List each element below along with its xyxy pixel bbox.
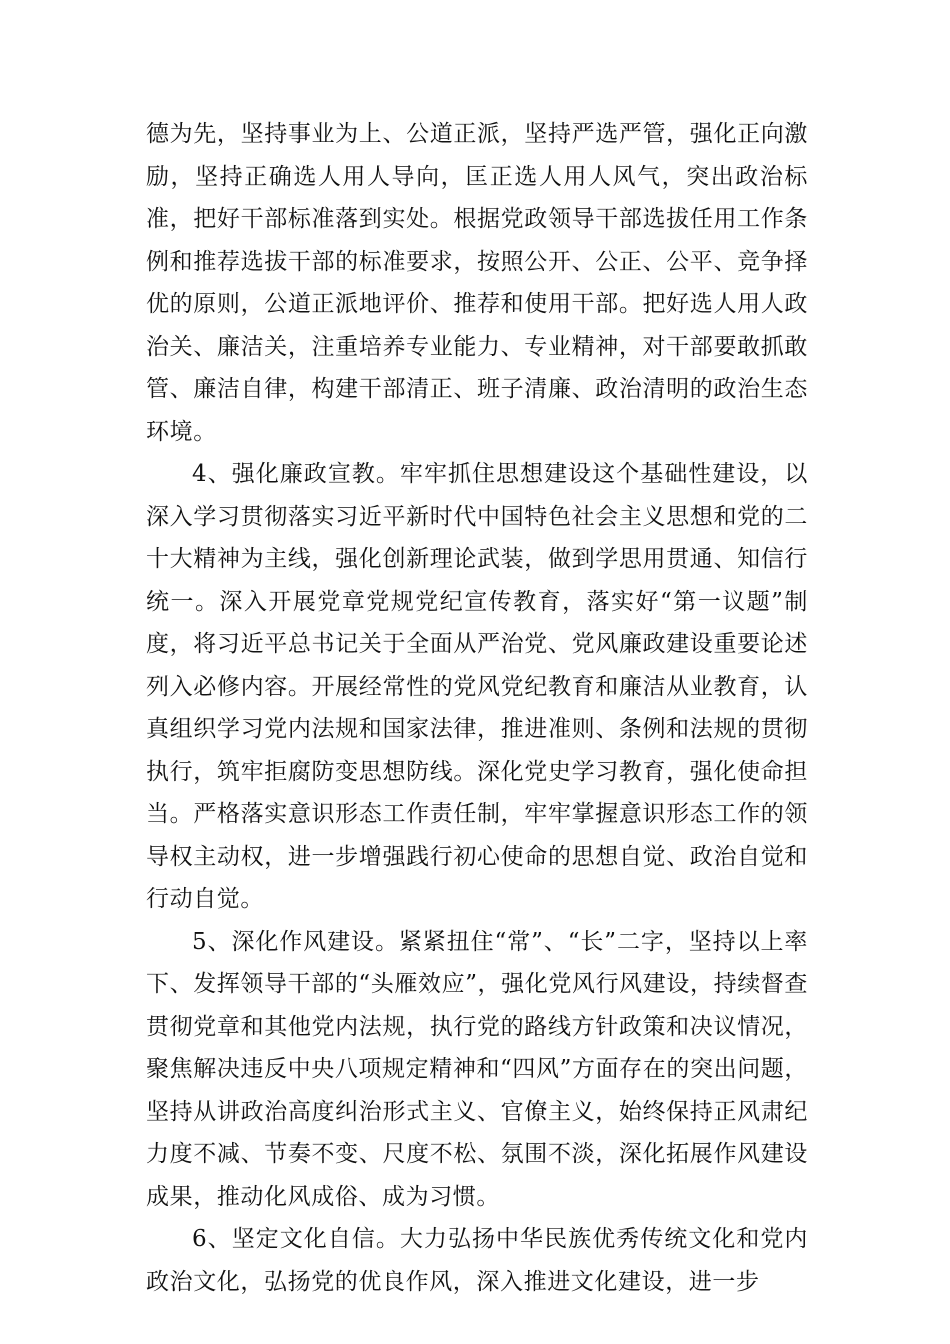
paragraph-continued-selection: 德为先，坚持事业为上、公道正派，坚持严选严管，强化正向激励，坚持正确选人用人导向，匡正选人用人风气，突出政治标准，把好干部标准落到实处。根据党政领导干部选拔任用工作条例和推荐选拔干部的标准要求，按照公开、公正、公平、竞争择优的原则，公道正派地评价、推荐和使用干部。把好选人用人政治关、廉洁关，注重培养专业能力、专业精神，对干部要敢抓敢管、廉洁自律，构建干部清正、班子清廉、政治清明的政治生态环境。 (146, 121, 808, 445)
paragraph-5-work-style-building: 5、深化作风建设。紧紧扭住“常”、“长”二字，坚持以上率下、发挥领导干部的“头雁效应”，强化党风行风建设，持续督查贯彻党章和其他党内法规，执行党的路线方针政策和决议情况，聚焦解决违反中央八项规定精神和“四风”方面存在的突出问题，坚持从讲政治高度纠治形式主义、官僚主义，始终保持正风肃纪力度不减、节奏不变、尺度不松、氛围不淡，深化拓展作风建设成果，推动化风成俗、成为习惯。 (146, 928, 808, 1210)
paragraph-6-cultural-confidence: 6、坚定文化自信。大力弘扬中华民族优秀传统文化和党内政治文化，弘扬党的优良作风，深入推进文化建设，进一步 (146, 1226, 808, 1295)
paragraph-4-clean-government-education: 4、强化廉政宣教。牢牢抓住思想建设这个基础性建设，以深入学习贯彻落实习近平新时代中国特色社会主义思想和党的二十大精神为主线，强化创新理论武装，做到学思用贯通、知信行统一。深入开展党章党规党纪宣传教育，落实好“第一议题”制度，将习近平总书记关于全面从严治党、党风廉政建设重要论述列入必修内容。开展经常性的党风党纪教育和廉洁从业教育，认真组织学习党内法规和国家法律，推进准则、条例和法规的贯彻执行，筑牢拒腐防变思想防线。深化党史学习教育，强化使命担当。严格落实意识形态工作责任制，牢牢掌握意识形态工作的领导权主动权，进一步增强践行初心使命的思想自觉、政治自觉和行动自觉。 (146, 461, 808, 912)
document-body (146, 113, 808, 1303)
